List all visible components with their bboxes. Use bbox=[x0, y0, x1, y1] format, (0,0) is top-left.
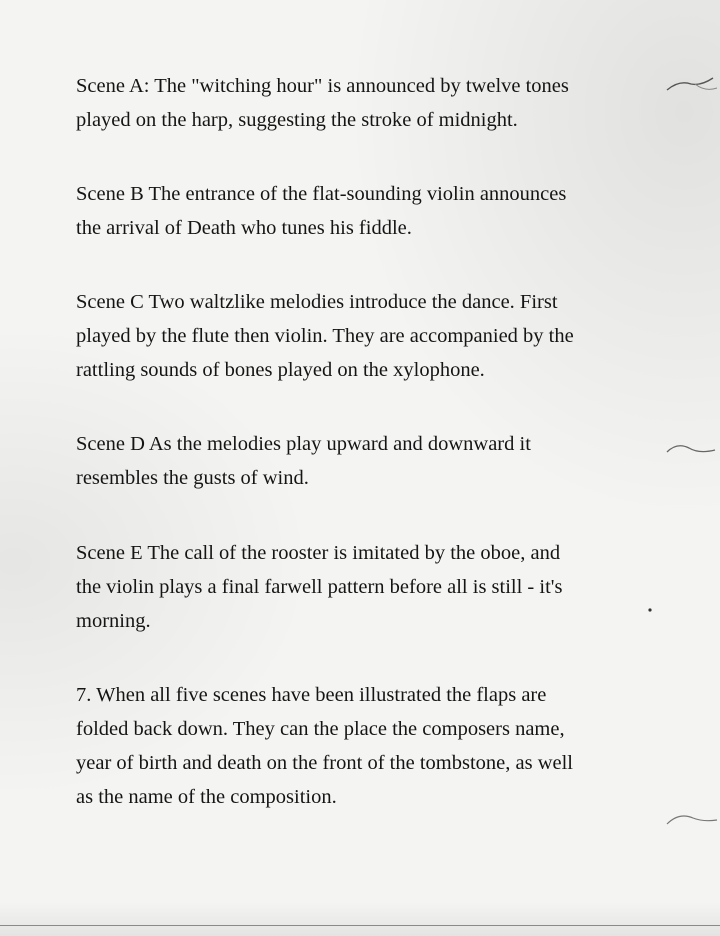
text-line: rattling sounds of bones played on the xylophone. bbox=[76, 359, 485, 381]
text-line: played on the harp, suggesting the stroke of midnight. bbox=[76, 109, 518, 131]
text-line: folded back down. They can the place the composers name, bbox=[76, 718, 565, 740]
text-line: 7. When all five scenes have been illustrated the flaps are bbox=[76, 684, 547, 706]
scene-c-paragraph bbox=[76, 285, 676, 387]
page-bottom-shadow bbox=[0, 902, 720, 936]
text-line: the arrival of Death who tunes his fiddle. bbox=[76, 217, 412, 239]
scene-d-paragraph bbox=[76, 427, 676, 495]
text-line: Scene C Two waltzlike melodies introduce the dance. First bbox=[76, 291, 558, 313]
text-line: year of birth and death on the front of the tombstone, as well bbox=[76, 752, 573, 774]
text-line: as the name of the composition. bbox=[76, 786, 337, 808]
scene-a-paragraph bbox=[76, 69, 676, 137]
text-line: morning. bbox=[76, 610, 151, 632]
text-line: played by the flute then violin. They are accompanied by the bbox=[76, 325, 574, 347]
page-bottom-edge bbox=[0, 925, 720, 926]
text-line: Scene A: The "witching hour" is announced by twelve tones bbox=[76, 75, 569, 97]
scene-e-paragraph bbox=[76, 536, 676, 638]
scene-b-paragraph bbox=[76, 177, 676, 245]
text-line: the violin plays a final farwell pattern before all is still - it's bbox=[76, 576, 563, 598]
text-line: resembles the gusts of wind. bbox=[76, 467, 309, 489]
step-7-paragraph bbox=[76, 678, 676, 814]
text-line: Scene E The call of the rooster is imitated by the oboe, and bbox=[76, 542, 561, 564]
text-line: Scene B The entrance of the flat-sounding violin announces bbox=[76, 183, 567, 205]
text-line: Scene D As the melodies play upward and downward it bbox=[76, 433, 531, 455]
